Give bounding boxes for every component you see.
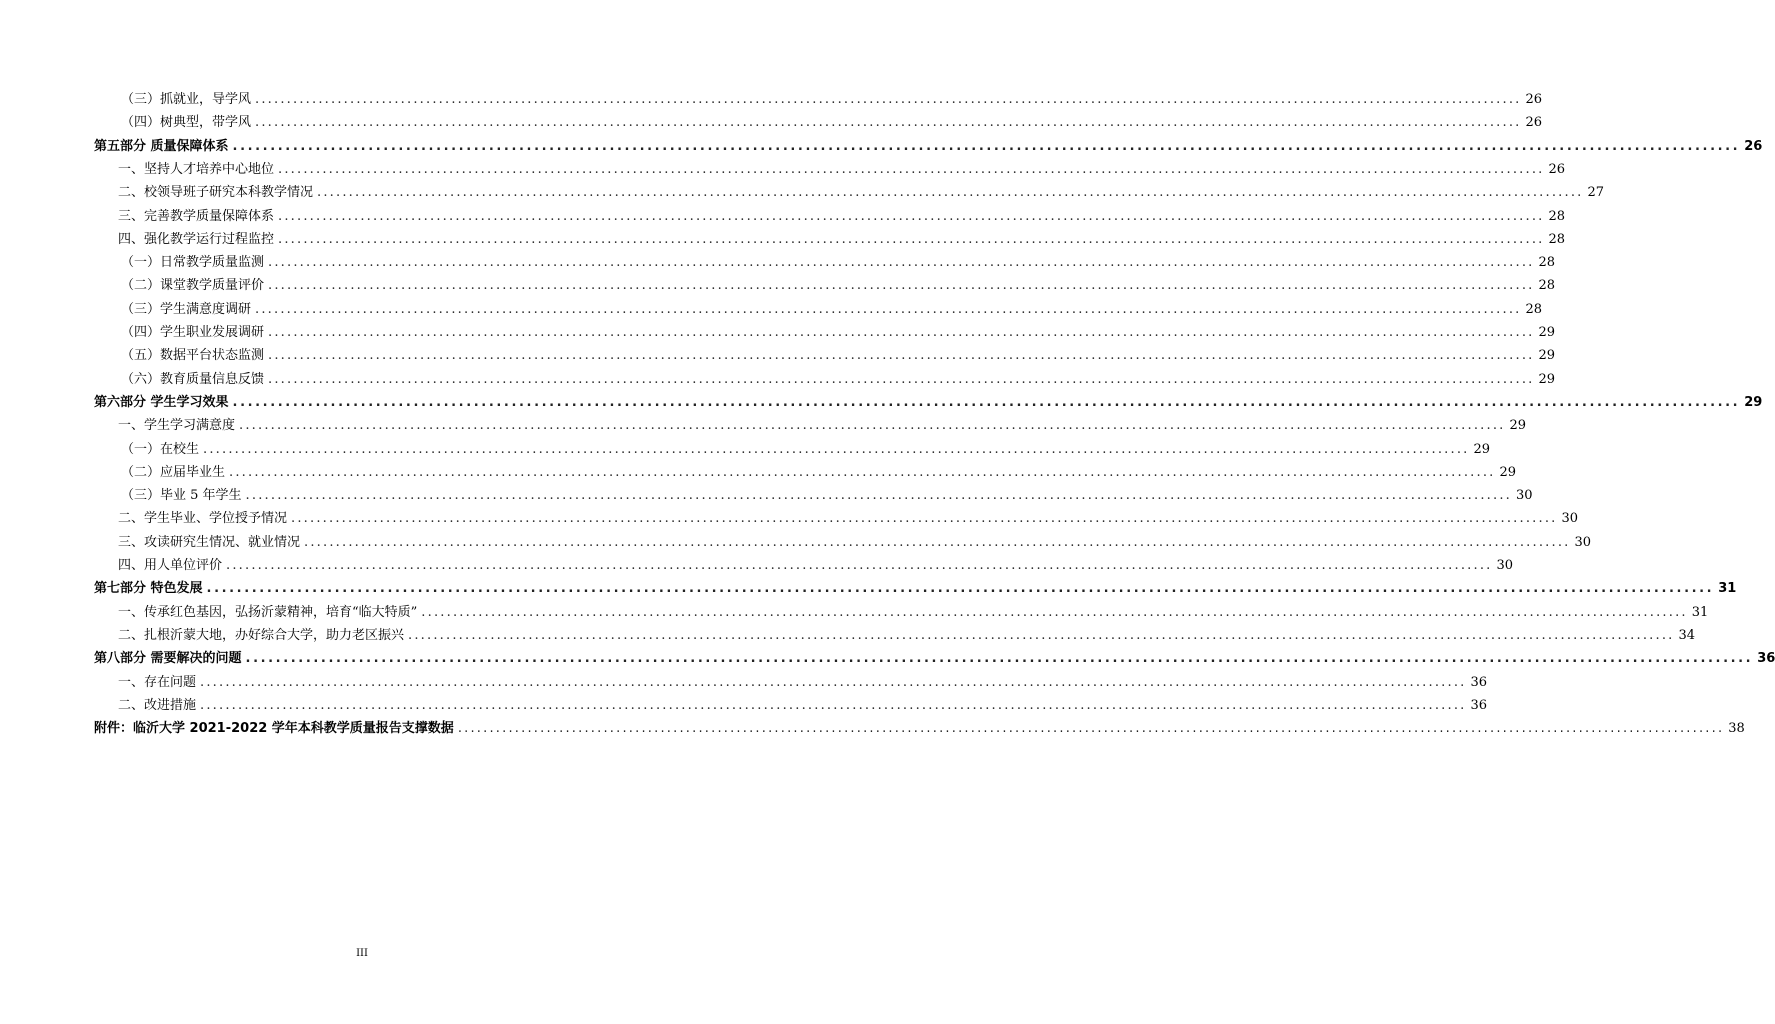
dot-leader: ........................................................................................................................................................................................................ (291, 511, 1558, 527)
dot-leader: ........................................................................................................................................................................................................ (408, 627, 1675, 643)
toc-entry-title: （二）应届毕业生 (121, 464, 226, 480)
toc-entry-title: 一、传承红色基因，弘扬沂蒙精神，培育“临大特质” (118, 604, 418, 620)
toc-entry[interactable] (118, 508, 1579, 530)
dot-leader: ........................................................................................................................................................................................................ (255, 115, 1522, 131)
toc-entry[interactable] (118, 229, 1566, 251)
toc-entry[interactable] (118, 532, 1592, 554)
toc-entry-page: 28 (1525, 301, 1543, 317)
toc-entry-page: 29 (1744, 394, 1763, 410)
dot-leader: ........................................................................................................................................................................................................ (278, 208, 1545, 224)
toc-entry-page: 30 (1516, 488, 1533, 504)
toc-entry-page: 29 (1538, 371, 1556, 387)
toc-entry-title: （三）抓就业，导学风 (121, 92, 252, 107)
dot-leader: ........................................................................................................................................................................................................ (232, 394, 1741, 410)
toc-entry-page: 26 (1525, 115, 1543, 131)
toc-entry-title: （三）学生满意度调研 (121, 301, 252, 317)
toc-entry-title: 四、用人单位评价 (118, 558, 223, 573)
toc-entry[interactable] (121, 89, 1543, 111)
toc-entry-page: 36 (1470, 674, 1488, 690)
toc-entry[interactable] (118, 602, 1709, 624)
toc-entry-title: （二）课堂教学质量评价 (121, 278, 265, 294)
dot-leader: ........................................................................................................................................................................................................ (226, 558, 1493, 573)
toc-entry-page: 30 (1574, 534, 1592, 550)
toc-entry-page: 30 (1496, 558, 1514, 573)
dot-leader: ........................................................................................................................................................................................................ (200, 697, 1467, 713)
toc-entry[interactable] (118, 206, 1566, 228)
toc-entry-title: 第五部分 质量保障体系 (94, 138, 229, 154)
toc-entry-title: （五）数据平台状态监测 (121, 348, 265, 364)
dot-leader: ........................................................................................................................................................................................................ (229, 464, 1496, 480)
dot-leader: ........................................................................................................................................................................................................ (278, 161, 1545, 177)
toc-entry-page: 34 (1678, 627, 1696, 643)
toc-entry-page: 36 (1757, 651, 1775, 667)
dot-leader: ........................................................................................................................................................................................................ (268, 371, 1535, 387)
toc-entry[interactable] (118, 695, 1488, 717)
toc-entry-title: 二、改进措施 (118, 697, 197, 713)
toc-entry-title: 三、完善教学质量保障体系 (118, 208, 275, 224)
dot-leader: ........................................................................................................................................................................................................ (421, 604, 1688, 620)
dot-leader: ........................................................................................................................................................................................................ (268, 255, 1535, 271)
toc-entry[interactable] (118, 555, 1514, 577)
toc-entry-page: 26 (1548, 161, 1566, 177)
toc-entry-page: 29 (1473, 441, 1491, 457)
toc-entry-page: 38 (1728, 721, 1745, 737)
dot-leader: ........................................................................................................................................................................................................ (317, 185, 1584, 201)
toc-section-heading[interactable] (94, 578, 1737, 600)
dot-leader: ........................................................................................................................................................................................................ (268, 348, 1535, 364)
toc-entry[interactable] (121, 439, 1491, 461)
toc-entry[interactable] (121, 462, 1517, 484)
toc-entry[interactable] (121, 369, 1556, 391)
dot-leader: ........................................................................................................................................................................................................ (304, 534, 1571, 550)
toc-entry-title: （一）日常教学质量监测 (121, 255, 265, 271)
toc-entry-page: 27 (1587, 185, 1605, 201)
toc-entry-page: 26 (1525, 92, 1543, 107)
toc-entry-page: 29 (1499, 464, 1517, 480)
toc-entry[interactable] (118, 159, 1566, 181)
dot-leader: ........................................................................................................................................................................................................ (245, 651, 1754, 667)
toc-entry[interactable] (121, 275, 1556, 297)
dot-leader: ........................................................................................................................................................................................................ (206, 581, 1715, 597)
toc-entry-page: 36 (1470, 697, 1488, 713)
dot-leader: ........................................................................................................................................................................................................ (239, 418, 1506, 434)
toc-entry-title: （一）在校生 (121, 441, 200, 457)
toc-entry[interactable] (121, 252, 1556, 274)
toc-entry-title: 二、扎根沂蒙大地，办好综合大学，助力老区振兴 (118, 627, 405, 643)
dot-leader: ........................................................................................................................................................................................................ (200, 674, 1467, 690)
dot-leader: ........................................................................................................................................................................................................ (245, 488, 1513, 504)
toc-entry-title: 第六部分 学生学习效果 (94, 394, 229, 410)
toc-entry-page: 28 (1538, 255, 1556, 271)
toc-entry-page: 31 (1691, 604, 1709, 620)
toc-entry-title: 一、存在问题 (118, 674, 197, 690)
toc-entry-title: 一、坚持人才培养中心地位 (118, 161, 275, 177)
toc-section-heading[interactable] (94, 392, 1763, 414)
toc-entry-page: 28 (1538, 278, 1556, 294)
toc-entry-page: 29 (1509, 418, 1527, 434)
toc-entry-title: 一、学生学习满意度 (118, 418, 236, 434)
toc-entry[interactable] (118, 625, 1696, 647)
toc-entry-title: 四、强化教学运行过程监控 (118, 231, 275, 247)
dot-leader: ........................................................................................................................................................................................................ (255, 301, 1522, 317)
dot-leader: ........................................................................................................................................................................................................ (278, 231, 1545, 247)
toc-entry[interactable] (118, 182, 1605, 204)
toc-entry-page: 29 (1538, 325, 1556, 340)
toc-entry[interactable] (121, 345, 1556, 367)
toc-section-heading[interactable] (94, 136, 1763, 158)
toc-entry-title: 第七部分 特色发展 (94, 581, 203, 597)
toc-entry-title: （六）教育质量信息反馈 (121, 371, 265, 387)
toc-entry-title: 第八部分 需要解决的问题 (94, 651, 242, 667)
toc-entry[interactable] (118, 672, 1488, 694)
toc-entry-title: 二、校领导班子研究本科教学情况 (118, 185, 314, 201)
toc-entry[interactable] (121, 112, 1543, 134)
toc-entry-page: 30 (1561, 511, 1579, 527)
toc-entry-title: 三、攻读研究生情况、就业情况 (118, 534, 301, 550)
dot-leader: ........................................................................................................................................................................................................ (203, 441, 1470, 457)
toc-section-heading[interactable] (94, 718, 1745, 740)
toc-entry-title: 二、学生毕业、学位授予情况 (118, 511, 288, 527)
toc-entry-page: 31 (1718, 581, 1737, 597)
toc-entry[interactable] (121, 485, 1533, 507)
dot-leader: ........................................................................................................................................................................................................ (268, 325, 1535, 340)
toc-entry-title: （三）毕业 5 年学生 (121, 488, 242, 504)
toc-entry-page: 29 (1538, 348, 1556, 364)
toc-entry[interactable] (118, 415, 1527, 437)
toc-entry-page: 28 (1548, 231, 1566, 247)
toc-entry-page: 26 (1744, 138, 1763, 154)
toc-section-heading[interactable] (94, 648, 1775, 670)
page-number: III (356, 948, 368, 959)
dot-leader: ........................................................................................................................................................................................................ (268, 278, 1535, 294)
toc-entry-title: （四）树典型，带学风 (121, 115, 252, 131)
toc-entry-title: 附件：临沂大学 2021-2022 学年本科教学质量报告支撑数据 (94, 721, 454, 737)
dot-leader: ........................................................................................................................................................................................................ (232, 138, 1741, 154)
dot-leader: ........................................................................................................................................................................................................ (457, 721, 1725, 737)
toc-entry[interactable] (121, 322, 1556, 344)
toc-entry-title: （四）学生职业发展调研 (121, 325, 265, 340)
dot-leader: ........................................................................................................................................................................................................ (255, 92, 1522, 107)
toc-entry-page: 28 (1548, 208, 1566, 224)
toc-entry[interactable] (121, 299, 1543, 321)
